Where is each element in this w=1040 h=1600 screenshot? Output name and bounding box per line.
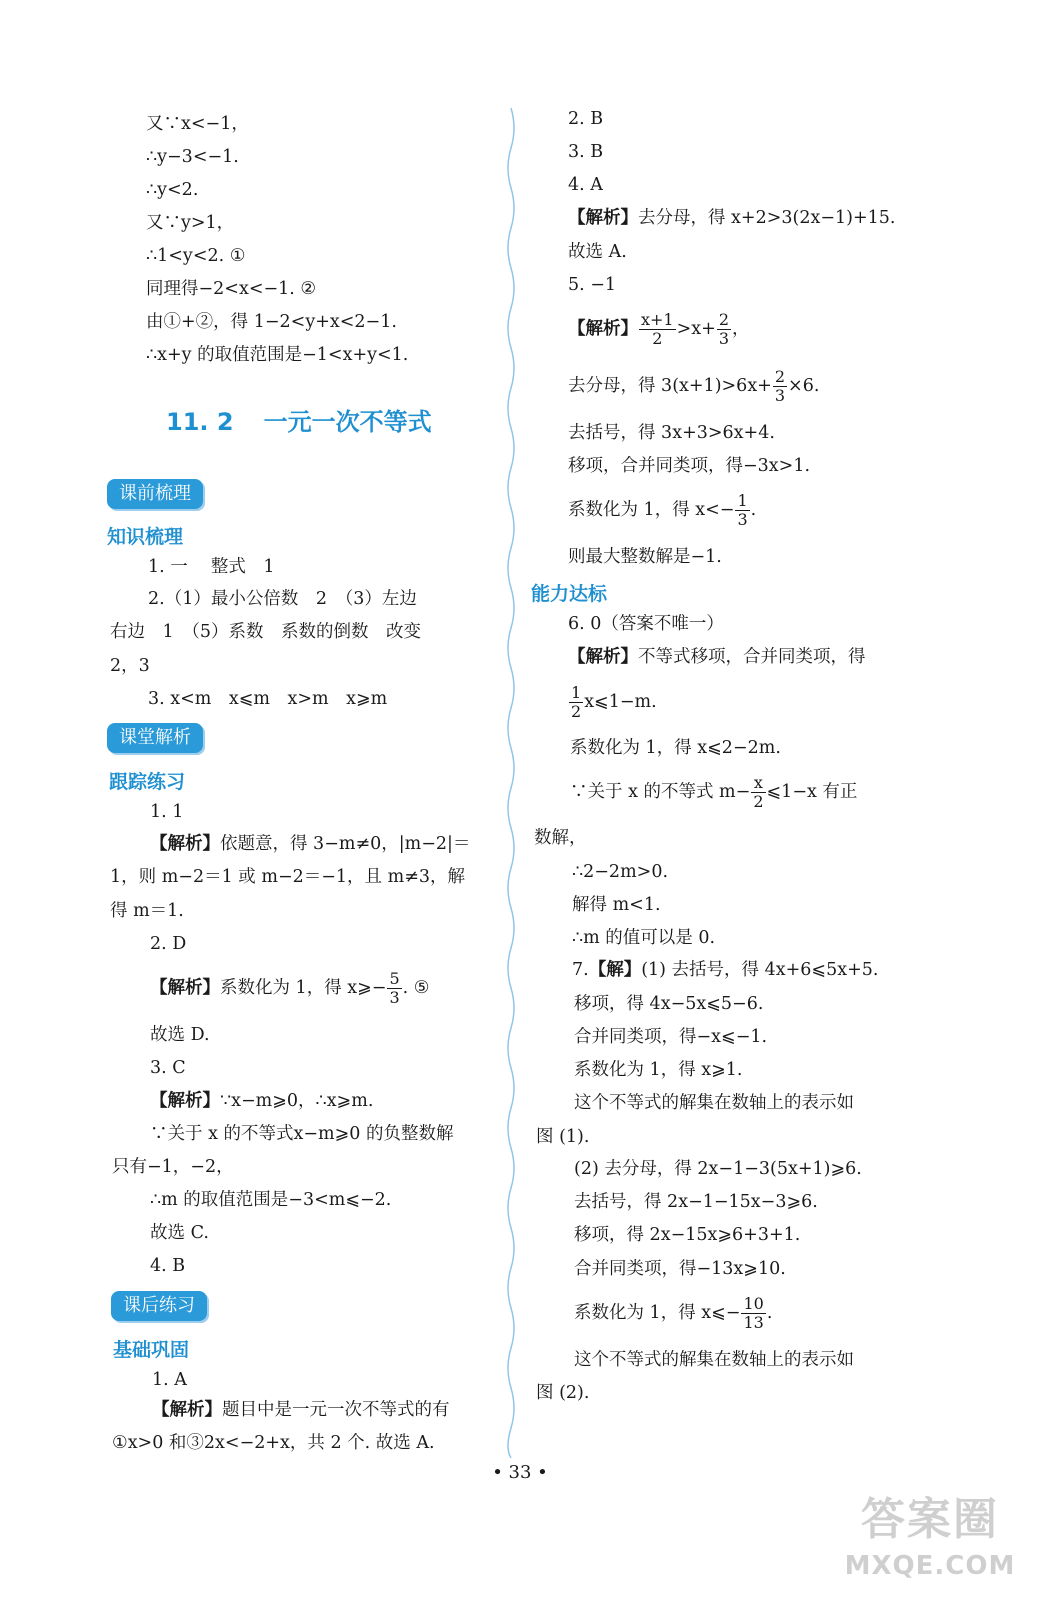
analysis-label: 【解析】: [150, 834, 220, 854]
analysis-text: 系数化为 1，得 x⩾−: [220, 978, 387, 998]
text-line: 故选 D.: [150, 1025, 210, 1045]
text-line: 则最大整数解是−1.: [568, 547, 722, 567]
text-line: 1. A: [152, 1370, 187, 1390]
math-text: 去分母，得 3(x+1)>6x+: [568, 376, 772, 396]
text-line: ∴1<y<2. ①: [146, 246, 246, 266]
analysis-label: 【解析】: [152, 1400, 222, 1420]
analysis-text: 去分母，得 x+2>3(2x−1)+15.: [638, 208, 896, 228]
numerator: x+1: [641, 310, 674, 329]
denominator: 3: [718, 329, 729, 348]
math-text: 7.: [572, 960, 589, 980]
text-line: [150, 960, 429, 1016]
text-line: [150, 832, 470, 856]
column-divider: [503, 108, 519, 1458]
fraction: [741, 1295, 765, 1332]
math-text: .: [750, 500, 757, 520]
watermark-site-text: MXQE.COM: [844, 1551, 1016, 1581]
subhead-ability: 能力达标: [531, 583, 608, 605]
math-text: ⩽1−x 有正: [766, 782, 858, 802]
analysis-text: 题目中是一元一次不等式的有: [222, 1400, 450, 1420]
text-line: 图 (2).: [536, 1383, 590, 1403]
subhead-basic: 基础巩固: [113, 1339, 190, 1361]
denominator: 13: [743, 1313, 764, 1332]
text-line: 1. 一 整式 1: [148, 557, 275, 577]
text-line: 数解，: [534, 828, 587, 848]
text-line: 图 (1).: [536, 1127, 590, 1147]
text-line: 得 m＝1.: [110, 901, 184, 921]
text-line: 又∵y>1，: [146, 213, 235, 233]
text-line: 合并同类项，得−x⩽−1.: [574, 1027, 768, 1047]
text-line: [568, 645, 866, 669]
math-text: ×6.: [788, 376, 820, 396]
text-line: 去括号，得 3x+3>6x+4.: [568, 423, 775, 443]
denominator: 2: [571, 702, 582, 721]
math-text: ∵关于 x 的不等式 m−: [570, 782, 751, 802]
analysis-label: 【解析】: [568, 208, 638, 228]
text-line: [568, 301, 750, 357]
fraction: [717, 311, 731, 348]
text-line: [150, 1089, 373, 1113]
text-line: 1. 1: [150, 802, 184, 822]
math-text: x⩽1−m.: [584, 692, 657, 712]
subhead-practice: 跟踪练习: [109, 771, 186, 793]
text-line: 2，3: [110, 656, 150, 676]
analysis-label: 【解析】: [568, 647, 638, 667]
fraction: [387, 970, 401, 1007]
text-line: 去括号，得 2x−1−15x−3⩾6.: [574, 1192, 818, 1212]
text-line: 右边 1 （5）系数 系数的倒数 改变: [110, 622, 422, 642]
text-line: 3. C: [150, 1058, 186, 1078]
numerator: 1: [571, 683, 582, 702]
text-line: ①x>0 和③2x<−2+x，共 2 个. 故选 A.: [112, 1433, 435, 1453]
denominator: 3: [389, 988, 400, 1007]
text-line: 只有−1，−2，: [112, 1157, 234, 1177]
text-line: 4. B: [150, 1256, 186, 1276]
text-line: (2) 去分母，得 2x−1−3(5x+1)⩾6.: [574, 1159, 862, 1179]
text-line: [568, 674, 657, 730]
analysis-text: 不等式移项，合并同类项，得: [638, 647, 866, 667]
text-line: ∵关于 x 的不等式x−m⩾0 的负整数解: [150, 1124, 454, 1144]
math-text: (1) 去括号，得 4x+6⩽5x+5.: [641, 960, 879, 980]
analysis-text: . ⑤: [402, 978, 430, 998]
math-text: 系数化为 1，得 x<−: [568, 500, 735, 520]
text-line: [574, 1285, 772, 1341]
numerator: 2: [774, 367, 786, 386]
badge-in-class: 课堂解析: [107, 723, 203, 753]
fraction: [751, 774, 765, 811]
subhead-knowledge: 知识梳理: [107, 526, 184, 548]
fraction: [639, 311, 676, 348]
text-line: 移项，合并同类项，得−3x>1.: [568, 456, 811, 476]
text-line: 故选 A.: [568, 242, 627, 262]
badge-pre-class: 课前梳理: [107, 479, 203, 509]
text-line: ∴m 的值可以是 0.: [572, 928, 716, 948]
text-line: 移项，得 2x−15x⩾6+3+1.: [574, 1225, 801, 1245]
section-number: 11. 2: [166, 408, 234, 436]
text-line: [568, 482, 756, 538]
text-line: 解得 m<1.: [572, 895, 661, 915]
text-line: ∴y−3<−1.: [146, 147, 239, 167]
text-line: 5. −1: [568, 275, 617, 295]
numerator: 2: [718, 310, 729, 329]
text-line: ∴y<2.: [146, 180, 199, 200]
text-line: 系数化为 1，得 x⩽2−2m.: [570, 738, 781, 758]
watermark-logo-text: 答案圈: [861, 1494, 999, 1545]
text-line: 由①+②，得 1−2<y+x<2−1.: [146, 312, 397, 332]
text-line: ∴m 的取值范围是−3<m⩽−2.: [150, 1190, 392, 1210]
badge-after-class: 课后练习: [111, 1291, 207, 1321]
section-title-text: 一元一次不等式: [263, 408, 432, 436]
text-line: 3. B: [568, 142, 604, 162]
math-text: >x+: [676, 319, 716, 339]
text-line: 1，则 m−2＝1 或 m−2＝−1，且 m≠3，解: [110, 867, 465, 887]
math-text: ，: [732, 319, 750, 339]
page-number: • 33 •: [492, 1462, 548, 1483]
text-line: 这个不等式的解集在数轴上的表示如: [574, 1350, 854, 1370]
text-line: 2.（1）最小公倍数 2 （3）左边: [148, 589, 417, 609]
numerator: 1: [737, 491, 748, 510]
text-line: 这个不等式的解集在数轴上的表示如: [574, 1093, 854, 1113]
text-line: 2. D: [150, 934, 187, 954]
text-line: 4. A: [568, 175, 603, 195]
text-line: 故选 C.: [150, 1223, 209, 1243]
denominator: 3: [737, 510, 748, 529]
text-line: [570, 764, 857, 820]
text-line: [568, 358, 819, 414]
analysis-label: 【解析】: [150, 978, 220, 998]
denominator: 2: [753, 792, 764, 811]
text-line: 同理得−2<x<−1. ②: [146, 279, 317, 299]
denominator: 2: [652, 329, 663, 348]
text-line: 2. B: [568, 109, 604, 129]
section-title: [166, 402, 432, 437]
text-line: 6. 0（答案不唯一）: [568, 614, 724, 634]
analysis-text: 依题意，得 3−m≠0，|m−2|＝: [220, 834, 471, 854]
fraction: [773, 368, 787, 405]
fraction: [735, 492, 749, 529]
text-line: 合并同类项，得−13x⩾10.: [574, 1259, 786, 1279]
numerator: 10: [743, 1294, 764, 1313]
analysis-label: 【解析】: [150, 1091, 220, 1111]
text-line: ∴x+y 的取值范围是−1<x+y<1.: [146, 345, 409, 365]
analysis-label: 【解析】: [568, 319, 638, 339]
numerator: 5: [389, 969, 400, 988]
analysis-text: ∵x−m⩾0，∴x⩾m.: [220, 1091, 374, 1111]
fraction: [569, 684, 583, 721]
solution-label: 【解】: [588, 960, 642, 980]
text-line: [572, 958, 878, 982]
text-line: 系数化为 1，得 x⩾1.: [574, 1060, 743, 1080]
text-line: [568, 206, 895, 230]
text-line: 3. x<m x⩽m x>m x⩾m: [148, 689, 388, 709]
text-line: [152, 1398, 450, 1422]
text-line: ∴2−2m>0.: [572, 862, 669, 882]
text-line: 又∵x<−1，: [146, 114, 249, 134]
math-text: 系数化为 1，得 x⩽−: [574, 1303, 741, 1323]
text-line: 移项，得 4x−5x⩽5−6.: [574, 994, 764, 1014]
watermark-logo: [840, 1490, 1020, 1595]
math-text: .: [766, 1303, 773, 1323]
denominator: 3: [774, 386, 786, 405]
numerator: x: [751, 774, 765, 793]
